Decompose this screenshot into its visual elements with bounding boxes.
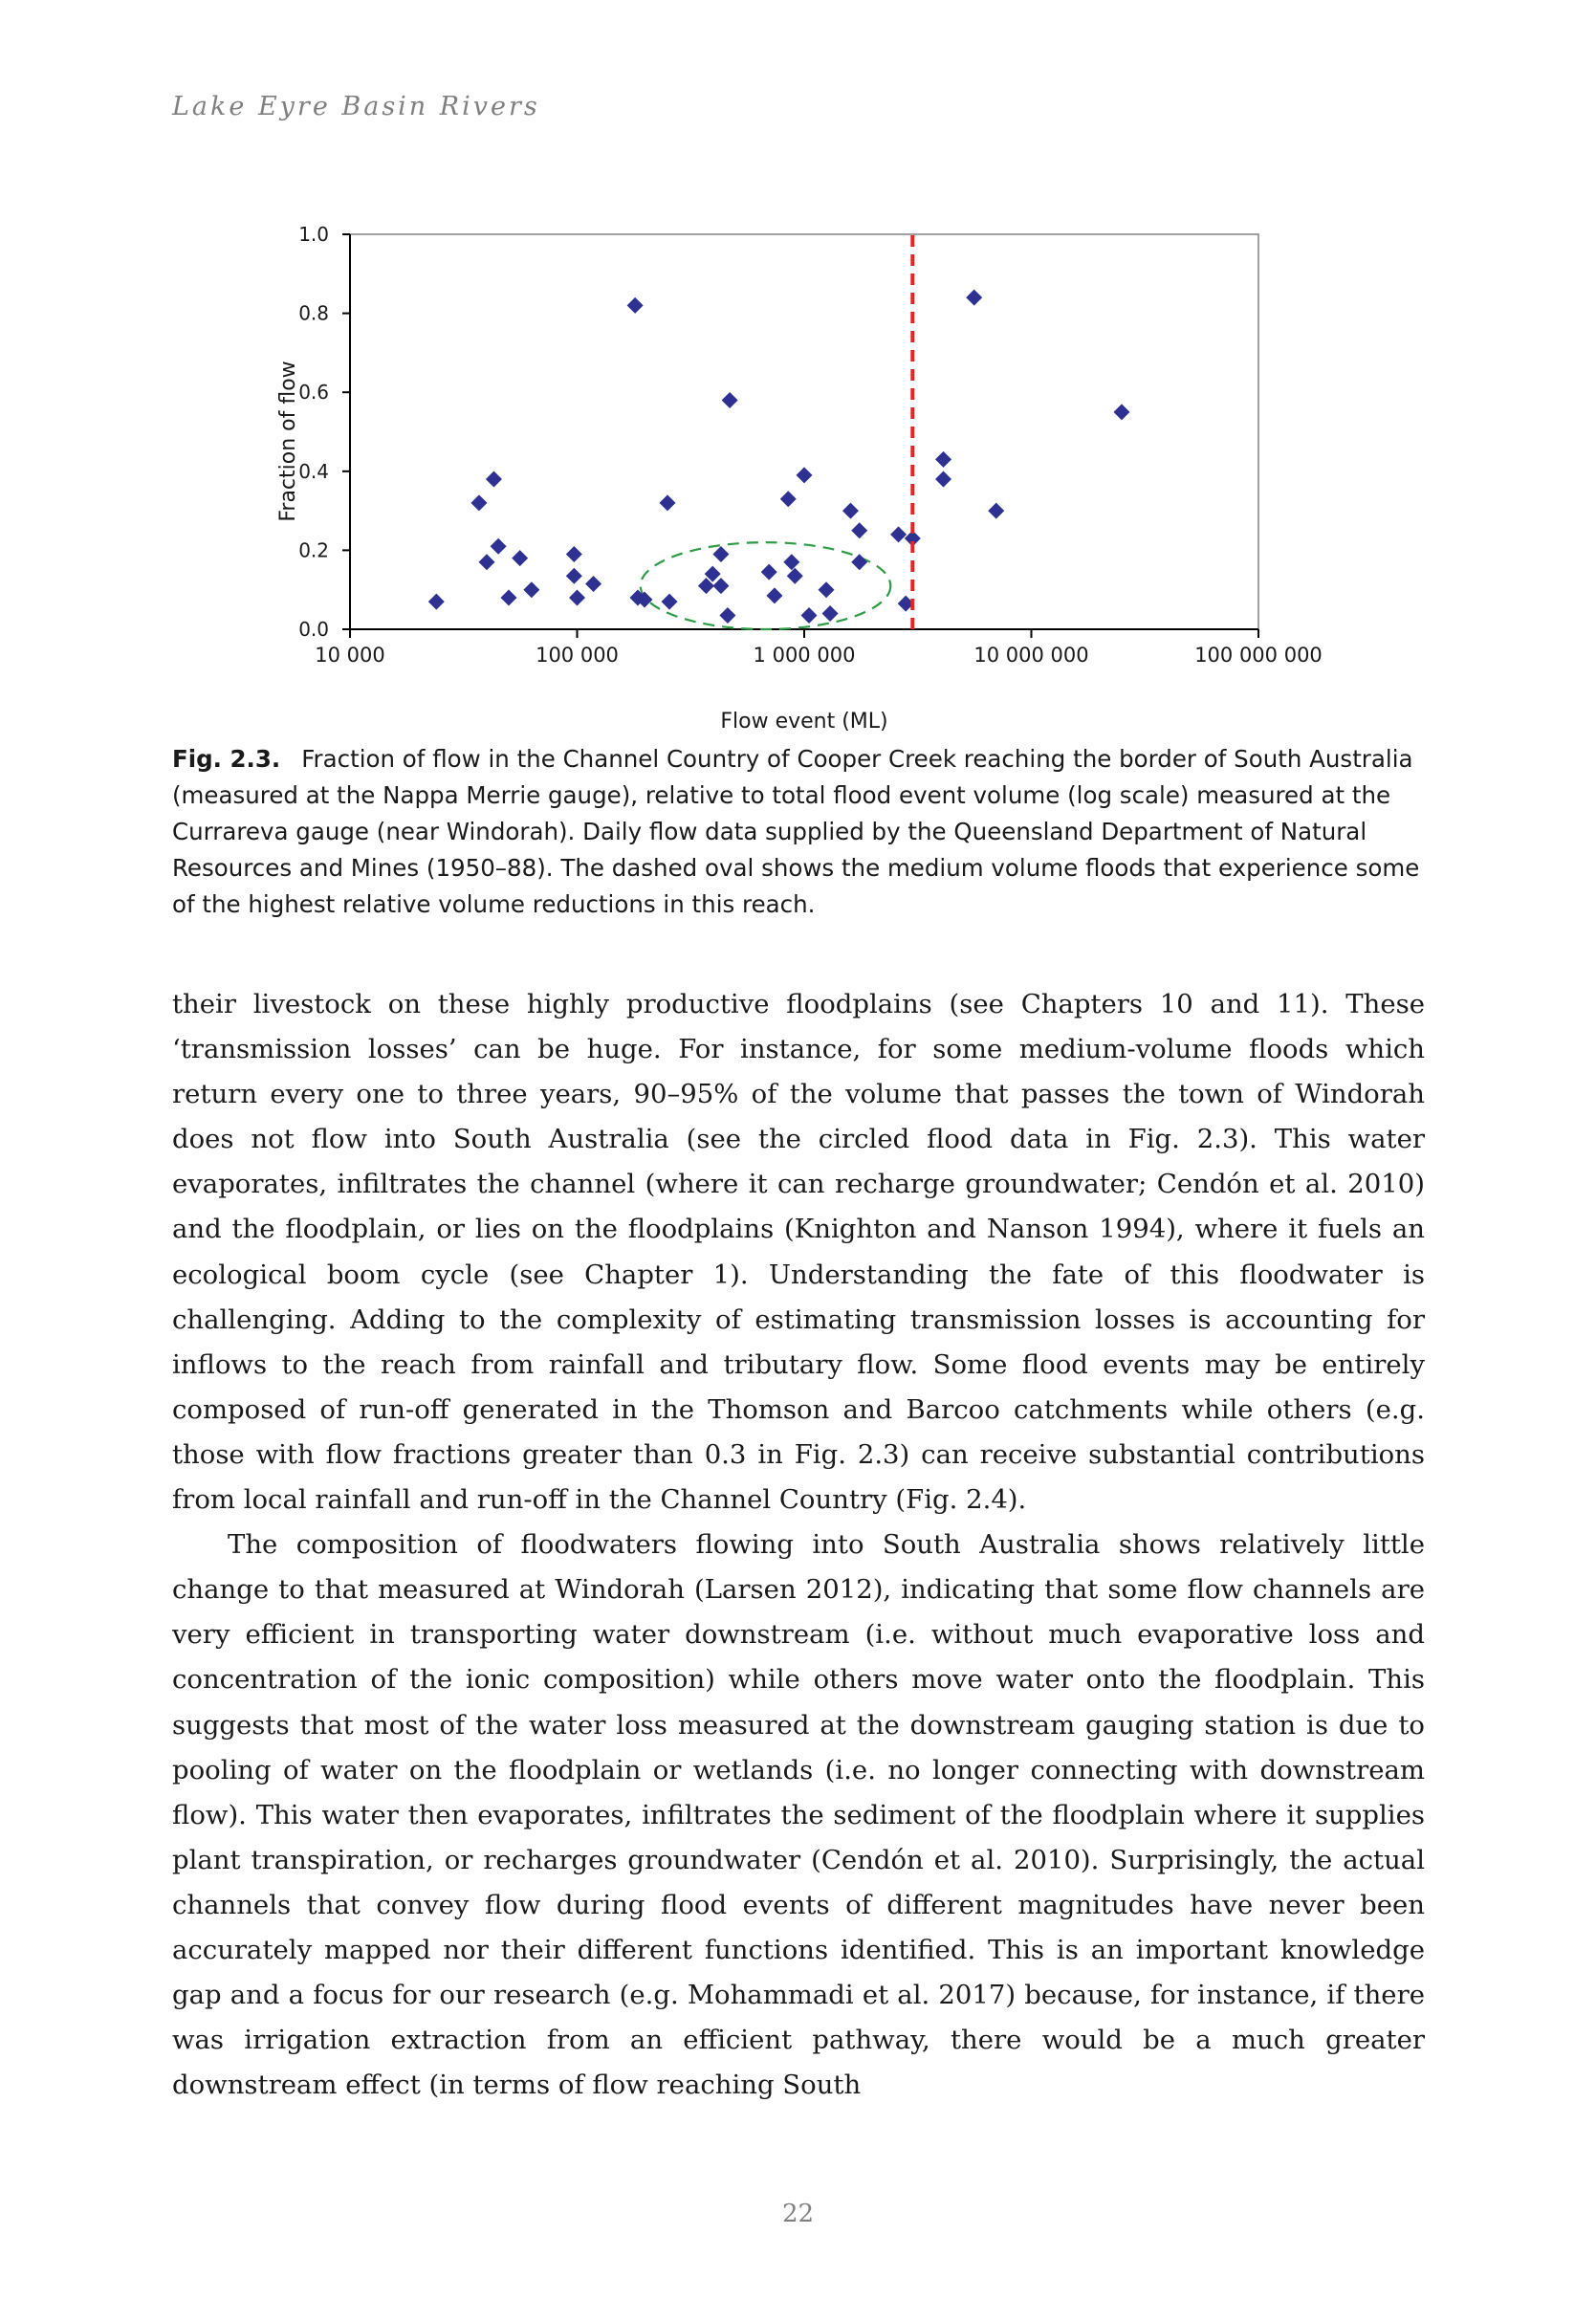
figure-caption-text: Fraction of flow in the Channel Country of Cooper Creek reaching the border of South Australia (measured at the Nappa Merrie gauge), relative to total flood event volume (log scale) measured at the Currareva gauge (near Windorah). Daily flow data supplied by the Queensland Department of Natural Resources and Mines (1950–88). The dashed oval shows the medium volume floods that experience some of the highest relative volume reductions in this reach. xyxy=(172,745,1420,918)
data-point xyxy=(712,578,729,594)
data-point xyxy=(797,467,813,483)
data-point xyxy=(712,546,729,562)
data-point xyxy=(486,471,502,488)
plot-frame xyxy=(350,234,1258,629)
data-point xyxy=(890,526,907,542)
x-tick-label: 100 000 000 xyxy=(1194,644,1323,667)
x-tick-label: 100 000 xyxy=(536,644,619,667)
data-point xyxy=(988,503,1004,519)
data-point xyxy=(851,522,867,538)
data-point xyxy=(966,290,982,306)
data-point xyxy=(523,581,539,598)
data-point xyxy=(935,471,951,488)
data-point xyxy=(842,503,859,519)
data-point xyxy=(783,554,799,570)
data-point xyxy=(585,576,601,592)
data-point xyxy=(780,491,797,507)
x-tick-label: 10 000 xyxy=(315,644,385,667)
y-tick-label: 0.8 xyxy=(298,301,329,325)
y-tick-label: 0.0 xyxy=(298,618,329,641)
page-number: 22 xyxy=(781,2200,815,2228)
data-point xyxy=(801,607,818,624)
data-point xyxy=(722,392,738,408)
y-tick-label: 1.0 xyxy=(298,223,329,246)
data-point xyxy=(470,494,487,511)
data-point xyxy=(819,581,835,598)
data-point xyxy=(761,564,777,580)
paragraph-2: The composition of floodwaters flowing into South Australia shows relatively little change to that measured at Windorah (Larsen 2012), indicating that some flow channels are very efficient in transporting water downstream (i.e. without much evaporative loss and concentration of the ionic composition) while others move water onto the floodplain. This suggests that most of the water loss measured at the downstream gauging station is due to pooling of water on the floodplain or wetlands (i.e. no longer connecting with downstream flow). This water then evaporates, infiltrates the sediment of the floodplain where it supplies plant transpiration, or recharges groundwater (Cendón et al. 2010). Surprisingly, the actual channels that convey flow during flood events of different magnitudes have never been accurately mapped nor their different functions identified. This is an important knowledge gap and a focus for our research (e.g. Mohammadi et al. 2017) because, for instance, if there was irrigation extraction from an efficient pathway, there would be a much greater downstream effect (in terms of flow reaching South xyxy=(172,1529,1425,2101)
data-point xyxy=(662,594,678,610)
y-tick-label: 0.2 xyxy=(298,538,329,562)
data-point xyxy=(627,297,644,314)
figure-caption xyxy=(172,741,1434,923)
data-point xyxy=(512,550,528,566)
paragraph-1: their livestock on these highly productive floodplains (see Chapters 10 and 11). These ‘transmission losses’ can be huge. For instance, for some medium-volume floods which return every one to three years, 90–95% of the volume that passes the town of Windorah does not flow into South Australia (see the circled flood data in Fig. 2.3). This water evaporates, infiltrates the channel (where it can recharge groundwater; Cendón et al. 2010) and the floodplain, or lies on the floodplains (Knighton and Nanson 1994), where it fuels an ecological boom cycle (see Chapter 1). Understanding the fate of this floodwater is challenging. Adding to the complexity of estimating transmission losses is accounting for inflows to the reach from rainfall and tributary flow. Some flood events may be entirely composed of run-off generated in the Thomson and Barcoo catchments while others (e.g. those with flow fractions greater than 0.3 in Fig. 2.3) can receive substantial contributions from local rainfall and run-off in the Channel Country (Fig. 2.4). xyxy=(172,989,1425,1516)
data-point xyxy=(822,605,839,622)
data-point xyxy=(766,587,782,603)
data-point xyxy=(478,554,494,570)
data-point xyxy=(787,568,803,584)
body-text xyxy=(172,982,1425,2108)
running-head: Lake Eyre Basin Rivers xyxy=(172,92,540,121)
y-tick-label: 0.6 xyxy=(298,381,329,405)
data-point xyxy=(660,494,676,511)
y-tick-label: 0.4 xyxy=(298,459,329,483)
data-point xyxy=(719,607,735,624)
data-point xyxy=(428,594,445,610)
data-point xyxy=(566,568,582,584)
scatter-chart xyxy=(258,210,1358,732)
data-point xyxy=(1114,404,1130,420)
data-point xyxy=(566,546,582,562)
data-point xyxy=(569,589,585,605)
x-tick-label: 10 000 000 xyxy=(973,644,1089,667)
y-axis-title: Fraction of flow xyxy=(276,361,300,522)
x-axis-title: Flow event (ML) xyxy=(720,710,888,732)
figure-label: Fig. 2.3. xyxy=(172,745,281,773)
data-point xyxy=(935,451,951,468)
data-point xyxy=(851,554,867,570)
highlight-oval xyxy=(641,542,891,629)
data-point xyxy=(491,538,507,555)
data-point xyxy=(501,589,517,605)
x-tick-label: 1 000 000 xyxy=(753,644,856,667)
